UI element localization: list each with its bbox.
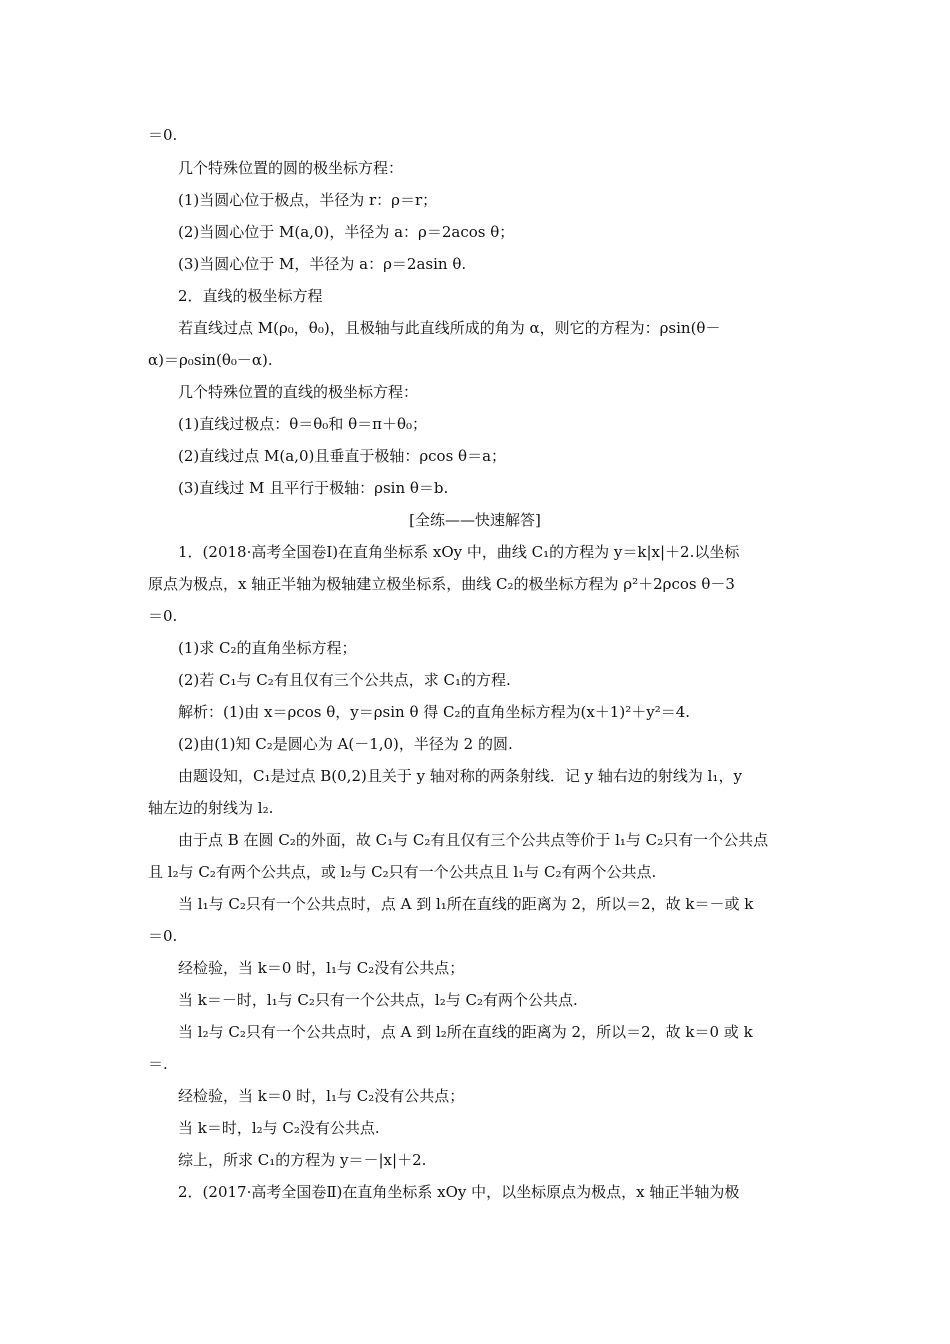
text-line: 解析：(1)由 x＝ρcos θ，y＝ρsin θ 得 C₂的直角坐标方程为(x＋1)²＋y²＝4. bbox=[178, 703, 691, 721]
text-line: (3)当圆心位于 M，半径为 a：ρ＝2asin θ. bbox=[178, 255, 467, 273]
text-line: 几个特殊位置的圆的极坐标方程： bbox=[178, 159, 404, 177]
text-line: 由题设知，C₁是过点 B(0,2)且关于 y 轴对称的两条射线．记 y 轴右边的射线为 l₁，y bbox=[178, 767, 742, 785]
text-line: (1)求 C₂的直角坐标方程； bbox=[178, 639, 357, 657]
text-line: 经检验，当 k＝0 时，l₁与 C₂没有公共点； bbox=[178, 959, 465, 977]
text-line: (2)当圆心位于 M(a,0)，半径为 a：ρ＝2acos θ； bbox=[178, 223, 515, 241]
text-line: 若直线过点 M(ρ₀，θ₀)，且极轴与此直线所成的角为 α，则它的方程为：ρsin(θ－ bbox=[178, 319, 721, 337]
text-line: 当 k＝－时，l₁与 C₂只有一个公共点，l₂与 C₂有两个公共点. bbox=[178, 991, 578, 1009]
practice-heading: [全练——快速解答] bbox=[409, 511, 541, 529]
text-line: (2)若 C₁与 C₂有且仅有三个公共点，求 C₁的方程. bbox=[178, 671, 511, 689]
text-line: 轴左边的射线为 l₂. bbox=[148, 799, 274, 817]
text-line: ＝0. bbox=[148, 927, 178, 945]
text-line: 1．(2018·高考全国卷Ⅰ)在直角坐标系 xOy 中，曲线 C₁的方程为 y＝k|x|＋2.以坐标 bbox=[178, 543, 740, 561]
text-line: 当 l₁与 C₂只有一个公共点时，点 A 到 l₁所在直线的距离为 2，所以＝2，故 k＝－或 k bbox=[178, 895, 754, 913]
text-line: 原点为极点，x 轴正半轴为极轴建立极坐标系，曲线 C₂的极坐标方程为 ρ²＋2ρcos θ－3 bbox=[148, 575, 735, 593]
text-line: (1)当圆心位于极点，半径为 r：ρ＝r； bbox=[178, 191, 438, 209]
text-line: 综上，所求 C₁的方程为 y＝－|x|＋2. bbox=[178, 1151, 427, 1169]
text-line: 2．(2017·高考全国卷Ⅱ)在直角坐标系 xOy 中，以坐标原点为极点，x 轴正半轴为极 bbox=[178, 1183, 740, 1201]
text-line: (3)直线过 M 且平行于极轴：ρsin θ＝b. bbox=[178, 479, 449, 497]
text-line: (2)由(1)知 C₂是圆心为 A(－1,0)，半径为 2 的圆. bbox=[178, 735, 513, 753]
text-line: α)＝ρ₀sin(θ₀－α). bbox=[148, 351, 273, 369]
text-line: 且 l₂与 C₂有两个公共点，或 l₂与 C₂只有一个公共点且 l₁与 C₂有两个公共点. bbox=[148, 863, 657, 881]
text-line: 由于点 B 在圆 C₂的外面，故 C₁与 C₂有且仅有三个公共点等价于 l₁与 C₂只有一个公共点 bbox=[178, 831, 769, 849]
text-line: ＝0. bbox=[148, 607, 178, 625]
text-line: 几个特殊位置的直线的极坐标方程： bbox=[178, 383, 419, 401]
section-heading: 2．直线的极坐标方程 bbox=[178, 287, 323, 305]
text-line: ＝. bbox=[148, 1055, 168, 1073]
text-line: ＝0. bbox=[148, 126, 178, 144]
text-line: (2)直线过点 M(a,0)且垂直于极轴：ρcos θ＝a； bbox=[178, 447, 507, 465]
text-line: 经检验，当 k＝0 时，l₁与 C₂没有公共点； bbox=[178, 1087, 465, 1105]
text-line: (1)直线过极点：θ＝θ₀和 θ＝π＋θ₀； bbox=[178, 415, 428, 433]
text-line: 当 k＝时，l₂与 C₂没有公共点. bbox=[178, 1119, 380, 1137]
text-line: 当 l₂与 C₂只有一个公共点时，点 A 到 l₂所在直线的距离为 2，所以＝2，故 k＝0 或 k bbox=[178, 1023, 753, 1041]
